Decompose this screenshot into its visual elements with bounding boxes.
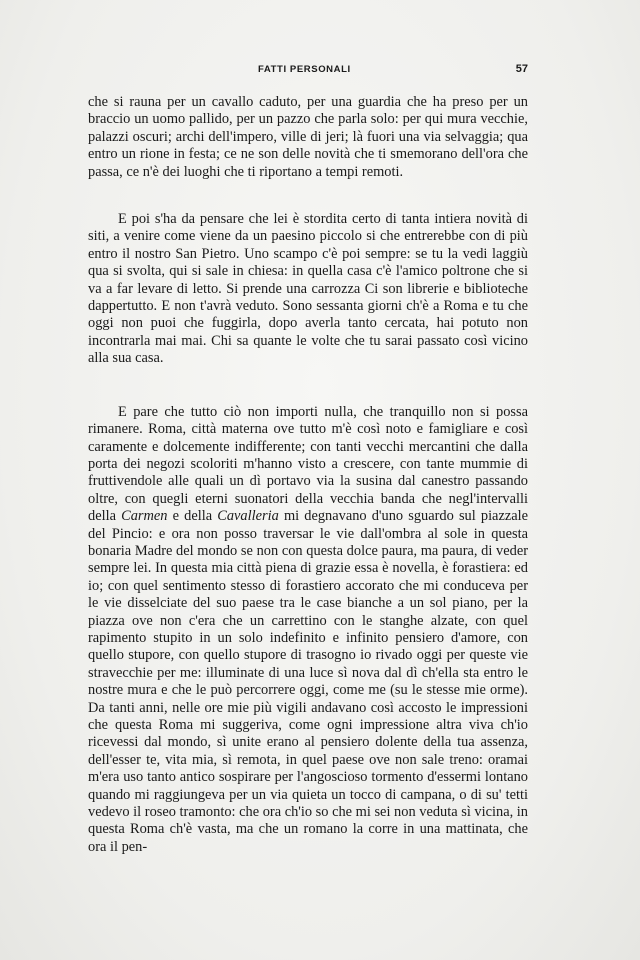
paragraph-3-text-b: e della [167,508,218,525]
body-text [88,94,528,856]
opera-title-carmen: Carmen [121,508,168,525]
paragraph-3 [88,404,528,857]
opera-title-cavalleria: Cavalleria [217,508,279,525]
paragraph-2: E poi s'ha da pensare che lei è stordita certo di tanta intiera novità di siti, a venire come viene da un paesino piccolo si che entrerebbe con di più entro il nostro San Pietro. Uno scampo c'è poi sempre: se tu la vedi laggiù qua si svolta, qui si sale in chiesa: in quella casa c'è l'amico poltrone che si va a far levare di letto. Si prende una carrozza Ci son librerie e biblioteche dappertutto. E non t'avrà veduto. Sono sessanta giorni ch'è a Roma e tu che oggi non puoi che fuggirla, dopo averla tanto cercata, hai potuto non incontrarla mai mai. Chi sa quante le volte che tu sarai passato così vicino alla sua casa. [88,211,528,367]
paragraph-3-text-a: E pare che tutto ciò non importi nulla, che tranquillo non si possa rimanere. Roma, città materna ove tutto m'è così noto e famigliare e così caramente e dolcemente indifferente; con tanti vecchi mercantini che dalla porta dei negozi scoloriti m'hanno visto a crescere, con tante mummie di fruttivendole alle quali un dì portavo via la susina dal canestro passando oltre, con quegli eterni suonatori della vecchia banda che negl'intervalli della [88,403,528,525]
paragraph-1: che si rauna per un cavallo caduto, per una guardia che ha preso per un braccio un uomo pallido, per un pazzo che parla solo: per qui mura vecchie, palazzi oscuri; archi dell'impero, ville di jeri; là fuori una via selvaggia; qua entro un rione in festa; ce ne son delle novità che ti smemorano dell'ora che passa, ce n'è dei luoghi che ti riportano a tempi remoti. [88,94,528,180]
page-header [88,64,528,82]
running-title: FATTI PERSONALI [258,64,351,75]
page-number: 57 [515,63,528,75]
paragraph-3-text-c: mi degnavano d'uno sguardo sul piazzale del Pincio: e ora non posso traversar le vie dall'ombra al sole in questa bonaria Madre del mondo se non con questa dolce paura, ma paura, di veder sempre lei. In questa mia città piena di grazie essa è novella, è forastiera: ed io; con quel sentimento stesso di forastiero accorato che mi conduceva per le vie disselciate del suo paese tra le case bianche a un sol piano, per la piazza ove non c'era che un carrettino con le stanghe alzate, con quel rapimento stupito in un solo indefinito e infinito pensiero d'amore, con quello stupore, con quello stupore di trasogno io rivado oggi per queste vie stravecchie per me: illuminate di una luce sì nova dal dì ch'ella sta entro le nostre mura e che le può percorrere oggi, come me (su le stesse mie orme). Da tanti anni, nelle ore mie più vigili andavano così accosto le impressioni che questa Roma mi suggeriva, come ogni impressione altra viva ch'io ricevessi dal mondo, sì unite erano al pensiero dolente della tua assenza, dell'esser te, vita mia, sì remota, in quel paese ove non sale treno: oramai m'era uso tanto antico sospirare per l'angoscioso tormento d'essermi lontano quando mi raggiungeva per un via quieta un tocco di campana, o di su' tetti vedevo il roseo tramonto: che ora ch'io so che mi sei non veduta sì vicina, in questa Roma ch'è vasta, ma che un romano la corre in una mattinata, che ora il pen- [88,508,528,855]
